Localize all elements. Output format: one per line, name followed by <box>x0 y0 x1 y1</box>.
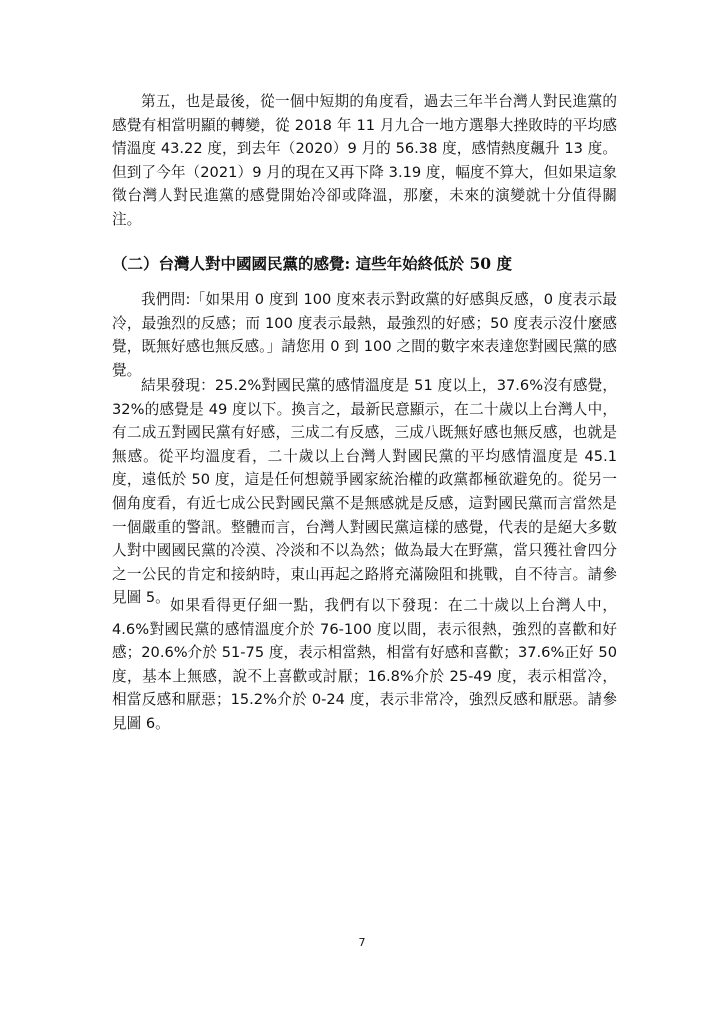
paragraph-detailed-breakdown: 如果看得更仔細一點，我們有以下發現：在二十歲以上台灣人中，4.6%對國民黨的感情溫度介於 76-100 度以間，表示很熱，強烈的喜歡和好感；20.6%介於 51-75 度，表示相當熱，相當有好感和喜歡；37.6%正好 50 度，基本上無感，說不上喜歡或討厭；16.8%介於 25-49 度，表示相當冷，相當反感和厭惡；15.2%介於 0-24 度，表示非常冷，強烈反感和厭惡。請參見圖 6。 <box>112 597 617 732</box>
paragraph-survey-results: 結果發現：25.2%對國民黨的感情溫度是 51 度以上，37.6%沒有感覺，32%的感覺是 49 度以下。換言之，最新民意顯示，在二十歲以上台灣人中，有二成五對國民黨有好感，三成二有反感，三成八既無好感也無反感，也就是無感。從平均溫度看，二十歲以上台灣人對國民黨的平均感情溫度是 45.1 度，遠低於 50 度，這是任何想競爭國家統治權的政黨都極欲避免的。從另一個角度看，有近七成公民對國民黨不是無感就是反感，這對國民黨而言當然是一個嚴重的警訊。整體而言，台灣人對國民黨這樣的感覺，代表的是絕大多數人對中國國民黨的冷漠、冷淡和不以為然；做為最大在野黨，當只獲社會四分之一公民的肯定和接納時，東山再起之路將充滿險阻和挑戰，自不待言。請參見圖 5。 <box>112 377 617 607</box>
paragraph-survey-question: 我們問:「如果用 0 度到 100 度來表示對政黨的好感與反感，0 度表示最冷，最強烈的反感；而 100 度表示最熱，最強烈的好感；50 度表示沒什麼感覺，既無好感也無反感。」請您用 0 到 100 之間的數字來表達您對國民黨的感覺。 <box>112 291 617 379</box>
paragraph-dpp-trend: 第五，也是最後，從一個中短期的角度看，過去三年半台灣人對民進黨的感覺有相當明顯的轉變，從 2018 年 11 月九合一地方選舉大挫敗時的平均感情溫度 43.22 度，到去年（2020）9 月的 56.38 度，感情熱度飆升 13 度。但到了今年（2021）9 月的現在又再下降 3.19 度，幅度不算大，但如果這象徵台灣人對民進黨的感覺開始冷卻或降溫，那麼，未來的演變就十分值得關注。 <box>112 93 617 228</box>
page-number: 7 <box>358 936 366 949</box>
section-heading-kmt-feeling: （二）台灣人對中國國民黨的感覺: 這些年始終低於 50 度 <box>112 254 512 273</box>
